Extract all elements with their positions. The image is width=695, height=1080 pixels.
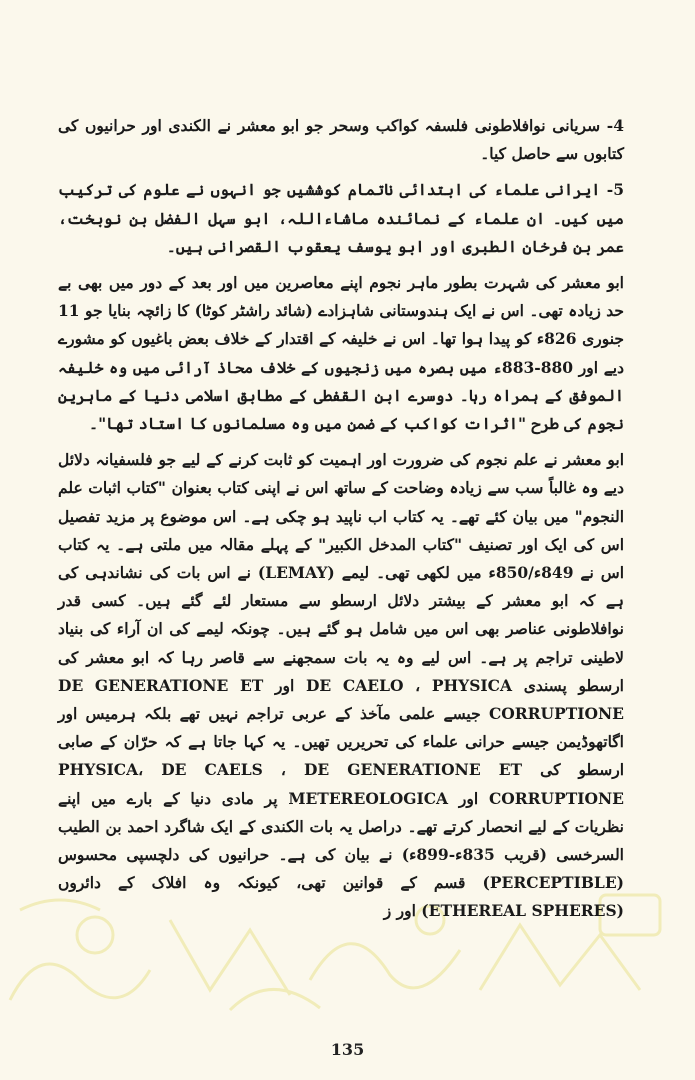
- body-text: [58, 112, 624, 926]
- paragraph-item-5: 5- ایرانی علماء کی ابتدائی ناتمام کوششیں جو انہوں نے علوم کی ترکیب میں کیں۔ ان علماء کے نمائندہ ماشاءاللہ، ابو سہل الفضل بن نوبخت، عمر بن فرخان الطبری اور ابو یوسف یعقوب القصرانی ہیں۔: [58, 180, 624, 256]
- paragraph-item-4: 4- سریانی نوافلاطونی فلسفہ کواکب وسحر جو ابو معشر نے الکندی اور حرانیوں کی کتابوں سے حاصل کیا۔: [58, 116, 624, 164]
- paragraph-philosophical-arguments: ابو معشر نے علم نجوم کی ضرورت اور اہمیت کو ثابت کرنے کے لیے جو فلسفیانہ دلائل دیے وہ غالباً سب سے زیادہ وضاحت کے ساتھ اس نے اپنی کتاب بعنوان "کتاب اثبات علم النجوم" میں بیان کئے تھے۔ یہ کتاب اب ناپید ہو چکی ہے۔ اس موضوع پر مزید تفصیل اس کی ایک اور تصنیف "کتاب المدخل الکبیر" کے پہلے مقالہ میں ملتی ہے۔ یہ کتاب اس نے 849ء/850ء میں لکھی تھی۔ لیمے (LEMAY) نے اس بات کی نشاندہی کی ہے کہ ابو معشر کے بیشتر دلائل ارسطو سے مستعار لئے گئے ہیں۔ کسی قدر نوافلاطونی عناصر بھی اس میں شامل ہو گئے ہیں۔ چونکہ لیمے کی ان آراء کی بنیاد لاطینی تراجم پر ہے۔ اس لیے وہ یہ بات سمجھنے سے قاصر رہا کہ ابو معشر کی ارسطو پسندی DE CAELO ، PHYSICA اور DE GENERATIONE ET CORRUPTIONE جیسے علمی مآخذ کے عربی تراجم نہیں تھے بلکہ ہرمیس اور اگاتھوڈیمن جیسے حرانی علماء کی تحریریں تھیں۔ یہ کہا جاتا ہے کہ حرّان کے صابی ارسطو کی PHYSICA، DE CAELS ، DE GENERATIONE ET CORRUPTIONE اور METEREOLOGICA پر مادی دنیا کے بارے میں اپنے نظریات کے لیے انحصار کرتے تھے۔ دراصل یہ بات الکندی کے ایک شاگرد احمد بن الطیب السرخسی (قریب 835ء-899ء) نے بیان کی ہے۔ حرانیوں کی دلچسپی محسوس (PERCEPTIBLE) قسم کے قوانین تھی، کیونکہ وہ افلاک کے دائروں (ETHEREAL SPHERES) اور ز: [58, 450, 625, 921]
- page-number: 135: [330, 1040, 365, 1059]
- paragraph-abu-mashar-fame: ابو معشر کی شہرت بطور ماہر نجوم اپنے معاصرین میں اور بعد کے دور میں بھی بے حد زیادہ تھی۔ اس نے ایک ہندوستانی شاہزادے (شائد راشٹر کوٹا) کا زائچہ بنایا جو 11 جنوری 826ء کو پیدا ہوا تھا۔ اس نے خلیفہ کے اقتدار کے خلاف بعض باغیوں کو مشورے دیے اور 880-883ء میں بصرہ میں زنجیوں کے خلاف محاذ آرائی میں وہ خلیفہ الموفق کے ہمراہ رہا۔ دوسرے ابن القفطی کے مطابق اسلامی دنیا کے ماہرین نجوم کی طرح "اثرات کواکب کے ضمن میں وہ مسلمانوں کا استاد تھا"۔: [58, 273, 624, 434]
